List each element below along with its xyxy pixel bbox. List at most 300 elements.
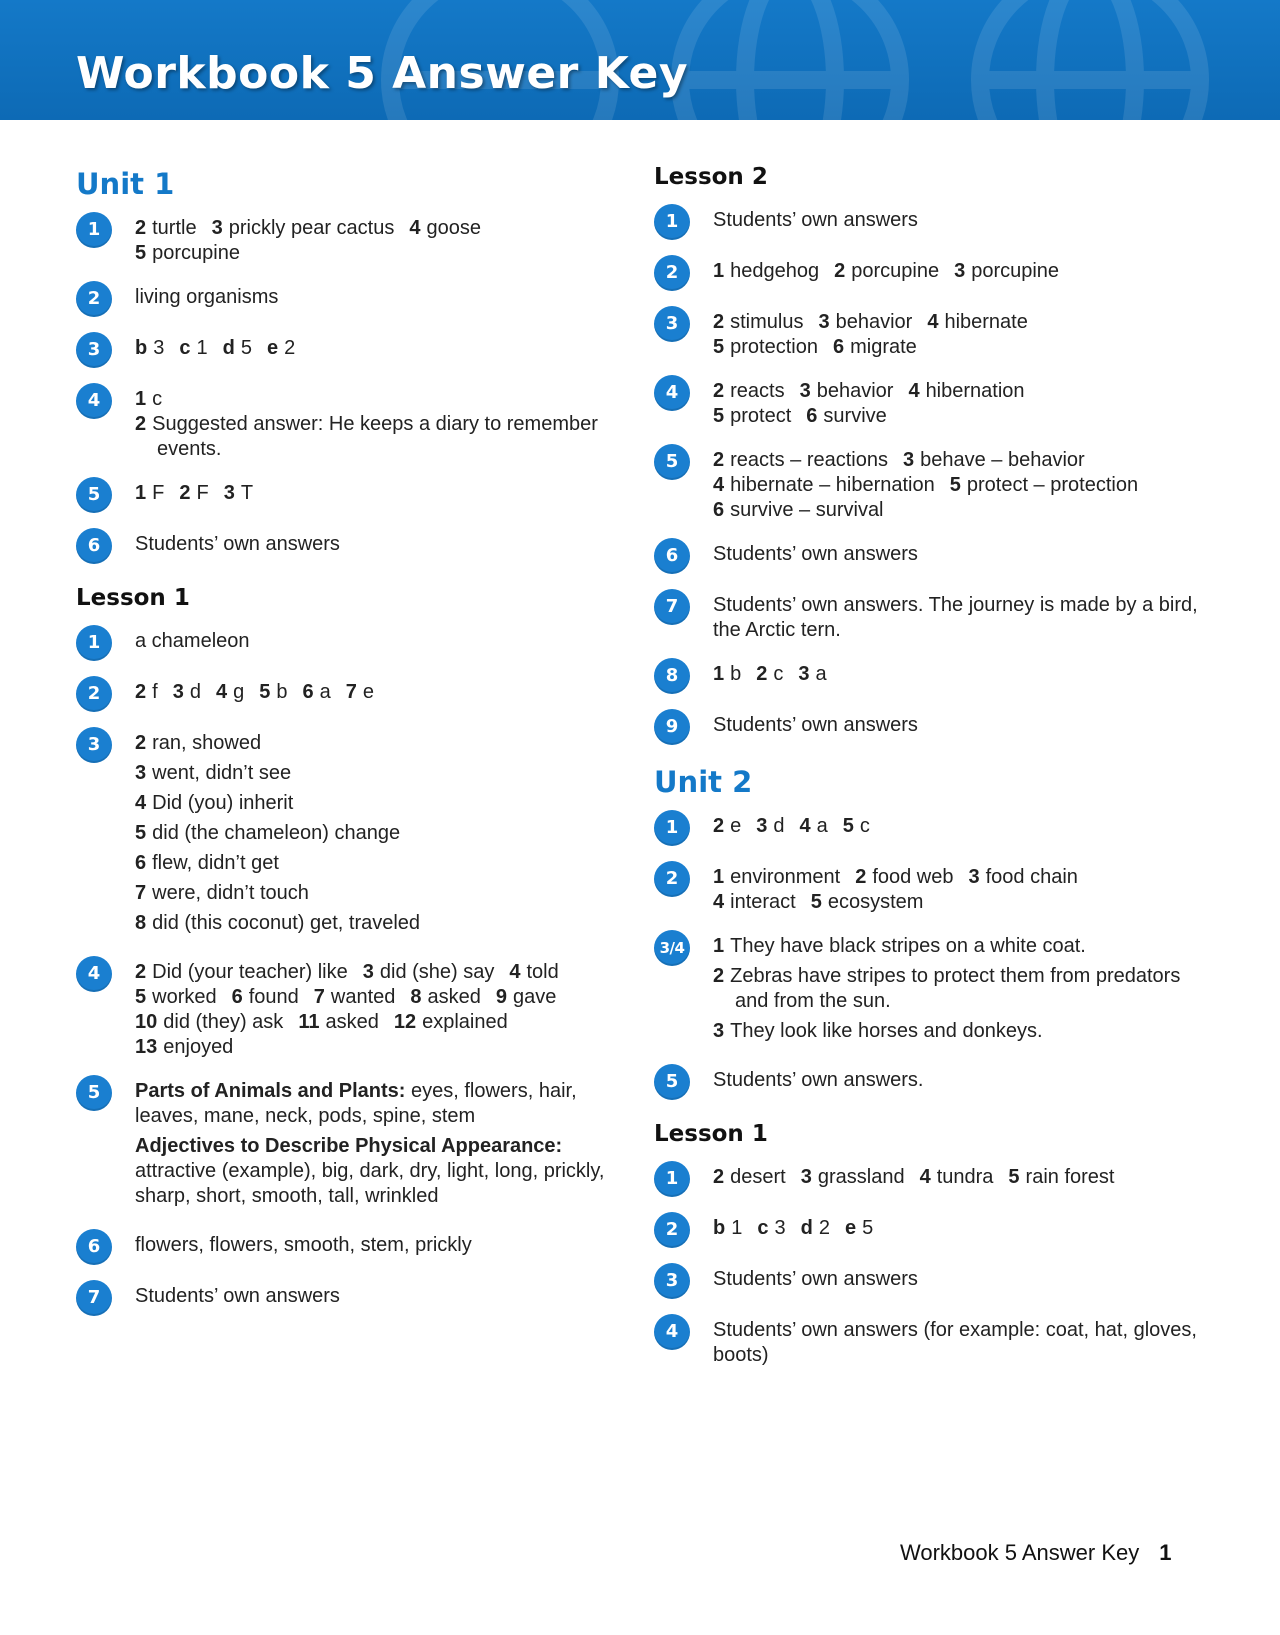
answer-line bbox=[713, 1019, 1214, 1044]
answer-number: 3 bbox=[756, 815, 768, 837]
answer-line bbox=[713, 335, 1214, 360]
answer-number: 4 bbox=[908, 380, 920, 402]
answer-item bbox=[654, 934, 1214, 1049]
answer-number: 2 bbox=[135, 732, 147, 754]
answer-number: 6 bbox=[135, 852, 147, 874]
answer-number: 4 bbox=[135, 792, 147, 814]
answer-number: 3 bbox=[798, 663, 810, 685]
answer-pair bbox=[346, 681, 374, 703]
answer-content bbox=[713, 542, 1214, 567]
answer-number: 6 bbox=[231, 986, 243, 1008]
answer-text: protection bbox=[730, 336, 818, 358]
answer-text: porcupine bbox=[851, 260, 940, 282]
answer-text: a bbox=[816, 815, 828, 837]
page-footer bbox=[900, 1540, 1210, 1566]
answer-pair bbox=[713, 380, 785, 402]
answer-item bbox=[654, 310, 1214, 360]
answer-item bbox=[76, 731, 636, 941]
answer-text: turtle bbox=[152, 217, 197, 239]
answer-number: b bbox=[135, 337, 148, 359]
answer-line bbox=[713, 934, 1214, 959]
answer-text: asked bbox=[427, 986, 481, 1008]
answer-content bbox=[713, 379, 1214, 429]
answer-pair bbox=[179, 337, 207, 359]
answer-content bbox=[713, 448, 1214, 523]
exercise-number-badge: 5 bbox=[76, 477, 112, 513]
answer-pair bbox=[135, 217, 197, 239]
answer-number: 5 bbox=[1008, 1166, 1020, 1188]
answer-line bbox=[713, 379, 1214, 404]
answer-number: 4 bbox=[713, 474, 725, 496]
answer-number: 11 bbox=[298, 1011, 320, 1033]
answer-pair bbox=[224, 482, 253, 504]
answer-pair bbox=[756, 815, 784, 837]
answer-text: went, didn’t see bbox=[152, 762, 292, 784]
answer-pair bbox=[713, 1166, 786, 1188]
answer-text: migrate bbox=[850, 336, 917, 358]
exercise-number-badge: 1 bbox=[654, 810, 690, 846]
answer-line bbox=[713, 1216, 1214, 1241]
answer-text: Zebras have stripes to protect them from predators and from the sun. bbox=[730, 965, 1181, 1012]
answer-item bbox=[76, 387, 636, 462]
answer-pair bbox=[757, 1217, 785, 1239]
answer-text: Students’ own answers bbox=[713, 209, 918, 231]
answer-text: tundra bbox=[936, 1166, 994, 1188]
answer-content bbox=[713, 713, 1214, 738]
answer-content bbox=[713, 1165, 1214, 1190]
exercise-number-badge: 3 bbox=[654, 306, 690, 342]
answer-line bbox=[135, 881, 636, 906]
answer-content bbox=[135, 1233, 636, 1258]
answer-number: 2 bbox=[713, 1166, 725, 1188]
answer-content bbox=[713, 593, 1214, 643]
answer-text: reacts – reactions bbox=[730, 449, 888, 471]
answer-line bbox=[135, 412, 636, 462]
answer-line bbox=[713, 310, 1214, 335]
answer-text: behavior bbox=[835, 311, 913, 333]
answer-text: desert bbox=[730, 1166, 786, 1188]
answer-pair bbox=[713, 1217, 742, 1239]
exercise-number-badge: 3/4 bbox=[654, 930, 690, 966]
exercise-number-badge: 7 bbox=[654, 589, 690, 625]
answer-line bbox=[135, 731, 636, 756]
answer-pair bbox=[135, 1011, 283, 1033]
answer-pair bbox=[713, 891, 796, 913]
answer-number: b bbox=[713, 1217, 726, 1239]
answer-text: 3 bbox=[774, 1217, 786, 1239]
answer-pair bbox=[298, 1011, 379, 1033]
answer-pair bbox=[801, 1217, 830, 1239]
answer-line bbox=[713, 1165, 1214, 1190]
answer-number: c bbox=[757, 1217, 769, 1239]
answer-text: a bbox=[815, 663, 827, 685]
answer-pair bbox=[259, 681, 287, 703]
answer-content bbox=[713, 1267, 1214, 1292]
answer-item bbox=[654, 259, 1214, 291]
answer-number: 10 bbox=[135, 1011, 158, 1033]
answer-pair bbox=[135, 1036, 233, 1058]
answer-pair bbox=[800, 380, 894, 402]
answer-content bbox=[135, 336, 636, 361]
answer-item bbox=[654, 1216, 1214, 1248]
answer-text: told bbox=[526, 961, 559, 983]
answer-content bbox=[713, 259, 1214, 284]
answer-item bbox=[76, 1233, 636, 1265]
answer-pair bbox=[509, 961, 558, 983]
answer-text: were, didn’t touch bbox=[152, 882, 309, 904]
answer-text: did (this coconut) get, traveled bbox=[152, 912, 421, 934]
exercise-number-badge: 3 bbox=[654, 1263, 690, 1299]
answer-text: behavior bbox=[816, 380, 894, 402]
answer-content bbox=[713, 208, 1214, 233]
answer-text: Students’ own answers. bbox=[713, 1069, 924, 1091]
exercise-number-badge: 4 bbox=[654, 375, 690, 411]
answer-item bbox=[654, 814, 1214, 846]
unit-2-section bbox=[654, 764, 1214, 1100]
answer-text: 5 bbox=[862, 1217, 874, 1239]
lesson-2-section bbox=[654, 162, 1214, 745]
answer-number: 12 bbox=[393, 1011, 417, 1033]
answer-line bbox=[135, 821, 636, 846]
exercise-number-badge: 1 bbox=[654, 204, 690, 240]
exercise-number-badge: 9 bbox=[654, 709, 690, 745]
answer-text: Did (you) inherit bbox=[152, 792, 294, 814]
answer-number: 2 bbox=[713, 965, 725, 987]
answer-item bbox=[76, 1079, 636, 1214]
answer-text: They look like horses and donkeys. bbox=[730, 1020, 1043, 1042]
left-column bbox=[76, 160, 636, 1335]
answer-number: 5 bbox=[259, 681, 271, 703]
answer-pair bbox=[927, 311, 1028, 333]
answer-text: e bbox=[362, 681, 374, 703]
answer-number: 1 bbox=[135, 482, 147, 504]
exercise-number-badge: 1 bbox=[654, 1161, 690, 1197]
answer-item bbox=[76, 629, 636, 661]
answer-text: did (she) say bbox=[379, 961, 495, 983]
answer-item bbox=[654, 1165, 1214, 1197]
lesson-heading: Lesson 1 bbox=[76, 585, 190, 611]
answer-number: 2 bbox=[756, 663, 768, 685]
answer-text: gave bbox=[513, 986, 557, 1008]
answer-pair bbox=[798, 663, 826, 685]
answer-number: 2 bbox=[713, 449, 725, 471]
answer-line bbox=[713, 259, 1214, 284]
answer-pair bbox=[713, 815, 741, 837]
exercise-number-badge: 6 bbox=[654, 538, 690, 574]
answer-pair bbox=[845, 1217, 873, 1239]
answer-number: 3 bbox=[800, 1166, 812, 1188]
answer-text: found bbox=[248, 986, 299, 1008]
answer-pair bbox=[806, 405, 886, 427]
answer-pair bbox=[216, 681, 244, 703]
answer-pair bbox=[713, 663, 741, 685]
answer-line bbox=[135, 387, 636, 412]
exercise-number-badge: 5 bbox=[654, 1064, 690, 1100]
answer-content bbox=[135, 216, 636, 266]
answer-content bbox=[135, 731, 636, 941]
answer-number: 7 bbox=[313, 986, 325, 1008]
answer-pair bbox=[834, 260, 939, 282]
answer-number: 7 bbox=[135, 882, 147, 904]
answer-pair bbox=[843, 815, 870, 837]
answer-pair bbox=[394, 1011, 508, 1033]
answer-item bbox=[76, 532, 636, 564]
answer-number: 2 bbox=[179, 482, 191, 504]
answer-line bbox=[135, 680, 636, 705]
answer-text: stimulus bbox=[730, 311, 804, 333]
answer-text: d bbox=[773, 815, 785, 837]
answer-text: ran, showed bbox=[152, 732, 262, 754]
answer-pair bbox=[267, 337, 295, 359]
answer-text: 3 bbox=[153, 337, 165, 359]
answer-line bbox=[713, 964, 1214, 1014]
answer-pair bbox=[756, 663, 783, 685]
answer-number: d bbox=[800, 1217, 813, 1239]
answer-number: 2 bbox=[135, 217, 147, 239]
answer-number: 5 bbox=[713, 336, 725, 358]
answer-line bbox=[713, 498, 1214, 523]
answer-number: 4 bbox=[713, 891, 725, 913]
answer-line bbox=[135, 911, 636, 936]
answer-content bbox=[713, 814, 1214, 839]
answer-number: 5 bbox=[842, 815, 854, 837]
exercise-number-badge: 2 bbox=[76, 676, 112, 712]
answer-pair bbox=[833, 336, 917, 358]
answer-text: e bbox=[730, 815, 742, 837]
answer-text: did (they) ask bbox=[163, 1011, 284, 1033]
answer-number: 5 bbox=[135, 986, 147, 1008]
answer-line bbox=[713, 662, 1214, 687]
answer-number: 1 bbox=[713, 866, 725, 888]
answer-text: explained bbox=[422, 1011, 508, 1033]
answer-number: 2 bbox=[834, 260, 846, 282]
answer-pair bbox=[713, 866, 840, 888]
answer-item bbox=[654, 1318, 1214, 1368]
answer-pair bbox=[713, 449, 888, 471]
answer-content bbox=[135, 1079, 636, 1214]
answer-item bbox=[654, 593, 1214, 643]
answer-item bbox=[654, 1267, 1214, 1299]
exercise-number-badge: 1 bbox=[76, 212, 112, 248]
answer-text: b bbox=[276, 681, 288, 703]
answer-pair bbox=[801, 1166, 905, 1188]
answer-number: 3 bbox=[818, 311, 830, 333]
answer-pair bbox=[314, 986, 396, 1008]
answer-text: 2 bbox=[818, 1217, 830, 1239]
answer-text: Students’ own answers bbox=[135, 1285, 340, 1307]
answer-number: 2 bbox=[713, 311, 725, 333]
answer-number: 2 bbox=[713, 815, 725, 837]
answer-text: Did (your teacher) like bbox=[152, 961, 348, 983]
exercise-number-badge: 4 bbox=[76, 956, 112, 992]
answer-pair bbox=[410, 986, 481, 1008]
answer-number: 2 bbox=[135, 413, 147, 435]
answer-pair bbox=[713, 311, 803, 333]
answer-number: 2 bbox=[855, 866, 867, 888]
answer-text: protect bbox=[730, 405, 792, 427]
unit-1-section bbox=[76, 166, 636, 564]
answer-number: 6 bbox=[806, 405, 818, 427]
answer-number: 3 bbox=[172, 681, 184, 703]
answer-text: Students’ own answers bbox=[713, 1268, 918, 1290]
exercise-number-badge: 2 bbox=[654, 1212, 690, 1248]
answer-content bbox=[135, 532, 636, 557]
answer-line bbox=[135, 851, 636, 876]
answer-number: 8 bbox=[410, 986, 422, 1008]
answer-pair bbox=[363, 961, 495, 983]
answer-content bbox=[713, 1216, 1214, 1241]
answer-item bbox=[76, 680, 636, 712]
answer-text: porcupine bbox=[971, 260, 1060, 282]
answer-text: Students’ own answers bbox=[713, 714, 918, 736]
answer-number: 4 bbox=[215, 681, 228, 703]
answer-content bbox=[713, 310, 1214, 360]
answer-line bbox=[135, 791, 636, 816]
answer-text: 2 bbox=[284, 337, 296, 359]
answer-line bbox=[135, 336, 636, 361]
answer-number: 3 bbox=[902, 449, 915, 471]
answer-pair bbox=[800, 815, 828, 837]
vocabulary-group bbox=[135, 1134, 636, 1209]
exercise-number-badge: 3 bbox=[76, 727, 112, 763]
answer-text: survive – survival bbox=[730, 499, 884, 521]
answer-content bbox=[135, 629, 636, 654]
answer-number: 2 bbox=[135, 681, 147, 703]
exercise-number-badge: 6 bbox=[76, 528, 112, 564]
answer-line bbox=[713, 448, 1214, 473]
group-label: Parts of Animals and Plants: bbox=[135, 1080, 406, 1102]
answer-number: 3 bbox=[135, 762, 147, 784]
answer-pair bbox=[135, 242, 240, 264]
answer-text: rain forest bbox=[1025, 1166, 1115, 1188]
exercise-number-badge: 2 bbox=[654, 255, 690, 291]
answer-number: 13 bbox=[135, 1036, 158, 1058]
answer-pair bbox=[173, 681, 201, 703]
answer-number: 9 bbox=[495, 986, 508, 1008]
answer-number: 4 bbox=[409, 217, 421, 239]
answer-line bbox=[713, 473, 1214, 498]
group-words: attractive (example), big, dark, dry, light, long, prickly, sharp, short, smooth, tall, wrinkled bbox=[135, 1160, 605, 1207]
answer-pair bbox=[713, 260, 819, 282]
answer-pair bbox=[968, 866, 1077, 888]
answer-line bbox=[135, 985, 636, 1010]
answer-text: Students’ own answers bbox=[135, 533, 340, 555]
answer-number: 3 bbox=[362, 961, 374, 983]
answer-item bbox=[76, 481, 636, 513]
answer-content bbox=[135, 680, 636, 705]
answer-item bbox=[76, 216, 636, 266]
answer-pair bbox=[818, 311, 912, 333]
answer-item bbox=[654, 1068, 1214, 1100]
answer-text: a bbox=[319, 681, 331, 703]
answer-pair bbox=[811, 891, 924, 913]
answer-text: f bbox=[152, 681, 158, 703]
answer-number: 1 bbox=[713, 663, 725, 685]
answer-line bbox=[713, 865, 1214, 890]
answer-text: food chain bbox=[985, 866, 1078, 888]
answer-text: g bbox=[233, 681, 245, 703]
answer-pair bbox=[135, 961, 348, 983]
answer-content bbox=[713, 1068, 1214, 1093]
answer-item bbox=[76, 336, 636, 368]
answer-text: behave – behavior bbox=[920, 449, 1085, 471]
answer-line bbox=[713, 404, 1214, 429]
exercise-number-badge: 8 bbox=[654, 658, 690, 694]
answer-text: c bbox=[859, 815, 870, 837]
answer-number: 5 bbox=[135, 822, 147, 844]
answer-number: 3 bbox=[799, 380, 811, 402]
answer-content bbox=[713, 1318, 1214, 1368]
answer-text: interact bbox=[730, 891, 796, 913]
answer-number: 3 bbox=[713, 1020, 725, 1042]
answer-number: 3 bbox=[954, 260, 966, 282]
answer-number: e bbox=[266, 337, 279, 359]
answer-text: 1 bbox=[731, 1217, 743, 1239]
answer-number: 4 bbox=[799, 815, 811, 837]
answer-item bbox=[654, 865, 1214, 915]
answer-text: worked bbox=[152, 986, 217, 1008]
answer-text: protect – protection bbox=[966, 474, 1139, 496]
answer-text: d bbox=[189, 681, 201, 703]
answer-text: living organisms bbox=[135, 286, 279, 308]
answer-number: 5 bbox=[135, 242, 147, 264]
answer-pair bbox=[135, 986, 217, 1008]
answer-content bbox=[135, 285, 636, 310]
exercise-number-badge: 5 bbox=[76, 1075, 112, 1111]
answer-pair bbox=[179, 482, 208, 504]
answer-pair bbox=[232, 986, 299, 1008]
answer-number: 3 bbox=[211, 217, 223, 239]
answer-content bbox=[713, 662, 1214, 687]
answer-item bbox=[654, 662, 1214, 694]
exercise-number-badge: 2 bbox=[76, 281, 112, 317]
answer-number: 1 bbox=[135, 388, 147, 410]
answer-text: asked bbox=[325, 1011, 379, 1033]
exercise-number-badge: 1 bbox=[76, 625, 112, 661]
answer-pair bbox=[950, 474, 1138, 496]
answer-content bbox=[135, 960, 636, 1060]
answer-item bbox=[654, 448, 1214, 523]
answer-number: 5 bbox=[949, 474, 961, 496]
answer-text: Students’ own answers (for example: coat, hat, gloves, boots) bbox=[713, 1319, 1197, 1366]
answer-pair bbox=[713, 336, 818, 358]
answer-item bbox=[654, 713, 1214, 745]
answer-pair bbox=[135, 337, 164, 359]
answer-pair bbox=[920, 1166, 994, 1188]
answer-text: Suggested answer: He keeps a diary to remember events. bbox=[152, 413, 598, 460]
group-words: eyes, flowers, hair, leaves, mane, neck, pods, spine, stem bbox=[135, 1080, 577, 1127]
answer-text: survive bbox=[823, 405, 887, 427]
unit-heading: Unit 2 bbox=[654, 765, 753, 799]
answer-number: 5 bbox=[713, 405, 725, 427]
answer-line bbox=[135, 241, 636, 266]
answer-pair bbox=[223, 337, 252, 359]
answer-text: They have black stripes on a white coat. bbox=[730, 935, 1086, 957]
answer-text: grassland bbox=[817, 1166, 905, 1188]
exercise-number-badge: 4 bbox=[76, 383, 112, 419]
answer-content bbox=[135, 481, 636, 506]
answer-pair bbox=[1008, 1166, 1114, 1188]
answer-pair bbox=[409, 217, 481, 239]
exercise-number-badge: 7 bbox=[76, 1280, 112, 1316]
answer-pair bbox=[212, 217, 395, 239]
answer-number: 6 bbox=[302, 681, 314, 703]
answer-line bbox=[713, 890, 1214, 915]
answer-number: 2 bbox=[713, 380, 725, 402]
answer-pair bbox=[855, 866, 953, 888]
exercise-number-badge: 3 bbox=[76, 332, 112, 368]
answer-text: wanted bbox=[330, 986, 396, 1008]
